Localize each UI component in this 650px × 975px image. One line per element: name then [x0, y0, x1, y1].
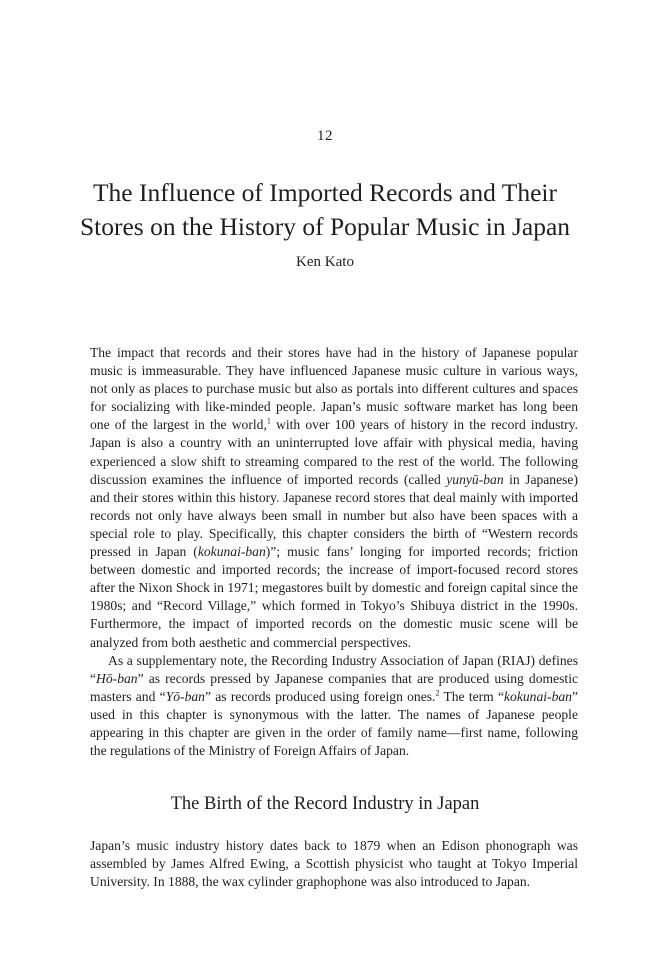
intro-paragraph-2: As a supplementary note, the Recording Industry Association of Japan (RIAJ) defines “Hō-ban” as records pressed by Japanese companies that are produced using domestic masters and “Yō-ban” as records produced using foreign ones.$^2$ The term “kokunai-ban” used in this chapter is synonymous with the latter. The names of Japanese people appearing in this chapter are given in the order of family name—first name, following the regulations of the Ministry of Foreign Affairs of Japan.	[90, 652, 579, 759]
section-paragraph-1: Japan’s music industry history dates back to 1879 when an Edison phonograph was assembled by James Alfred Ewing, a Scottish physicist who taught at Tokyo Imperial University. In 1888, the wax cylinder graphophone was also introduced to Japan.	[90, 838, 578, 890]
chapter-number: 12	[317, 128, 333, 144]
section-text	[90, 837, 578, 891]
term-kokunai-ban: kokunai-ban	[197, 544, 266, 560]
term-kokunai-ban-2: kokunai-ban	[504, 688, 572, 704]
term-ho-ban: Hō-ban	[96, 670, 138, 686]
intro-text	[90, 344, 578, 760]
section-heading: The Birth of the Record Industry in Japan	[170, 794, 480, 814]
intro-paragraph-1: The impact that records and their stores have had in the history of Japanese popular music is immeasurable. They have influenced Japanese music culture in various ways, not only as places to purchase music but also as portals into different cultures and spaces for socializing with like-minded people. Japan’s music software market has long been one of the largest in the world,$^1$ with over 100 years of history in the record industry. Japan is also a country with an uninterrupted love affair with physical media, having experienced a slow shift to streaming compared to the rest of the world. The following discussion examines the influence of imported records (called yunyū-ban in Japanese) and their stores within this history. Japanese record stores that deal mainly with imported records not only have always been small in number but also have been spaces with a special role to play. Specifically, this chapter considers the birth of “Western records pressed in Japan (kokunai-ban)”; music fans’ longing for imported records; friction between domestic and imported records; the increase of import-focused record stores after the Nixon Shock in 1971; megastores built by domestic and foreign capital since the 1980s; and “Record Village,” which formed in Tokyo’s Shibuya district in the 1990s. Furthermore, the impact of imported records on the domestic music scene will be analyzed from both aesthetic and commercial perspectives.	[90, 345, 579, 650]
footnote-ref-1: 1	[266, 416, 271, 426]
term-yunyu-ban: yunyū-ban	[446, 471, 504, 487]
author-name: Ken Kato	[296, 254, 354, 270]
chapter-title	[60, 176, 590, 244]
footnote-ref-2: 2	[435, 688, 440, 698]
chapter-title-line-1: The Influence of Imported Records and Their	[92, 178, 558, 207]
chapter-title-line-2: Stores on the History of Popular Music in Japan	[79, 212, 571, 241]
term-yo-ban: Yō-ban	[165, 688, 205, 704]
